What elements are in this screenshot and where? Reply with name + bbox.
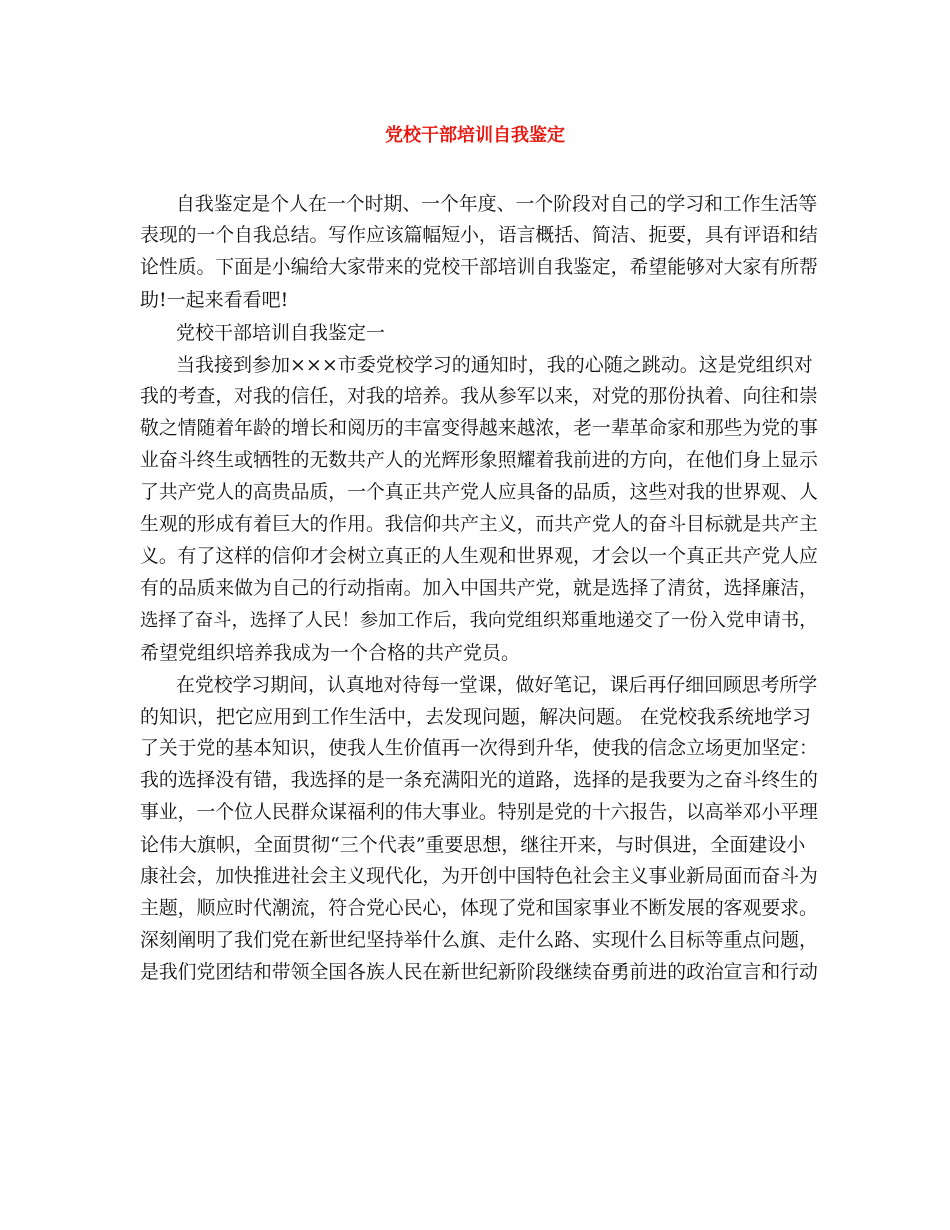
paragraph-line: 选择了奋斗，选择了人民！参加工作后，我向党组织郑重地递交了一份入党申请书，: [140, 610, 818, 631]
paragraph-line: 康社会，加快推进社会主义现代化，为开创中国特色社会主义事业新局面而奋斗为: [140, 866, 818, 887]
section-heading: 党校干部培训自我鉴定一: [176, 322, 386, 344]
paragraph-line: 是我们党团结和带领全国各族人民在新世纪新阶段继续奋勇前进的政治宣言和行动: [140, 962, 818, 983]
paragraph-line: 我的考查，对我的信任，对我的培养。我从参军以来，对党的那份执着、向往和崇: [140, 386, 818, 407]
paragraph-line: 主题，顺应时代潮流，符合党心民心，体现了党和国家事业不断发展的客观要求。: [140, 898, 818, 919]
paragraph-line: 业奋斗终生或牺牲的无数共产人的光辉形象照耀着我前进的方向，在他们身上显示: [140, 450, 818, 471]
paragraph-line: 在党校学习期间，认真地对待每一堂课，做好笔记，课后再仔细回顾思考所学: [176, 674, 818, 696]
paragraph-line: 表现的一个自我总结。写作应该篇幅短小，语言概括、简洁、扼要，具有评语和结: [140, 225, 818, 246]
paragraph-line: 论伟大旗帜，全面贯彻“三个代表”重要思想，继往开来，与时俱进，全面建设小: [140, 834, 806, 856]
paragraph-line: 敬之情随着年龄的增长和阅历的丰富变得越来越浓，老一辈革命家和那些为党的事: [140, 418, 818, 439]
document-title: 党校干部培训自我鉴定: [385, 125, 565, 146]
paragraph-line: 的知识，把它应用到工作生活中，去发现问题，解决问题。 在党校我系统地学习: [140, 706, 812, 728]
paragraph-line: 深刻阐明了我们党在新世纪坚持举什么旗、走什么路、实现什么目标等重点问题，: [140, 930, 818, 951]
paragraph-line: 义。有了这样的信仰才会树立真正的人生观和世界观，才会以一个真正共产党人应: [140, 546, 818, 567]
paragraph-line: 事业，一个位人民群众谋福利的伟大事业。特别是党的十六报告，以高举邓小平理: [140, 802, 818, 823]
paragraph-line: 我的选择没有错，我选择的是一条充满阳光的道路，选择的是我要为之奋斗终生的: [140, 770, 818, 791]
paragraph-line: 希望党组织培养我成为一个合格的共产党员。: [140, 642, 521, 664]
paragraph-line: 生观的形成有着巨大的作用。我信仰共产主义，而共产党人的奋斗目标就是共产主: [140, 514, 818, 535]
paragraph-line: 了共产党人的高贵品质，一个真正共产党人应具备的品质，这些对我的世界观、人: [140, 482, 818, 503]
paragraph-line: 论性质。下面是小编给大家带来的党校干部培训自我鉴定，希望能够对大家有所帮: [140, 257, 818, 278]
paragraph-line: 有的品质来做为自己的行动指南。加入中国共产党，就是选择了清贫，选择廉洁，: [140, 578, 818, 599]
paragraph-line: 自我鉴定是个人在一个时期、一个年度、一个阶段对自己的学习和工作生活等: [176, 193, 818, 215]
paragraph-line: 当我接到参加×××市委党校学习的通知时，我的心随之跳动。这是党组织对: [176, 354, 813, 376]
paragraph-line: 助!一起来看看吧!: [140, 289, 289, 311]
paragraph-line: 了关于党的基本知识，使我人生价值再一次得到升华，使我的信念立场更加坚定：: [140, 738, 818, 759]
